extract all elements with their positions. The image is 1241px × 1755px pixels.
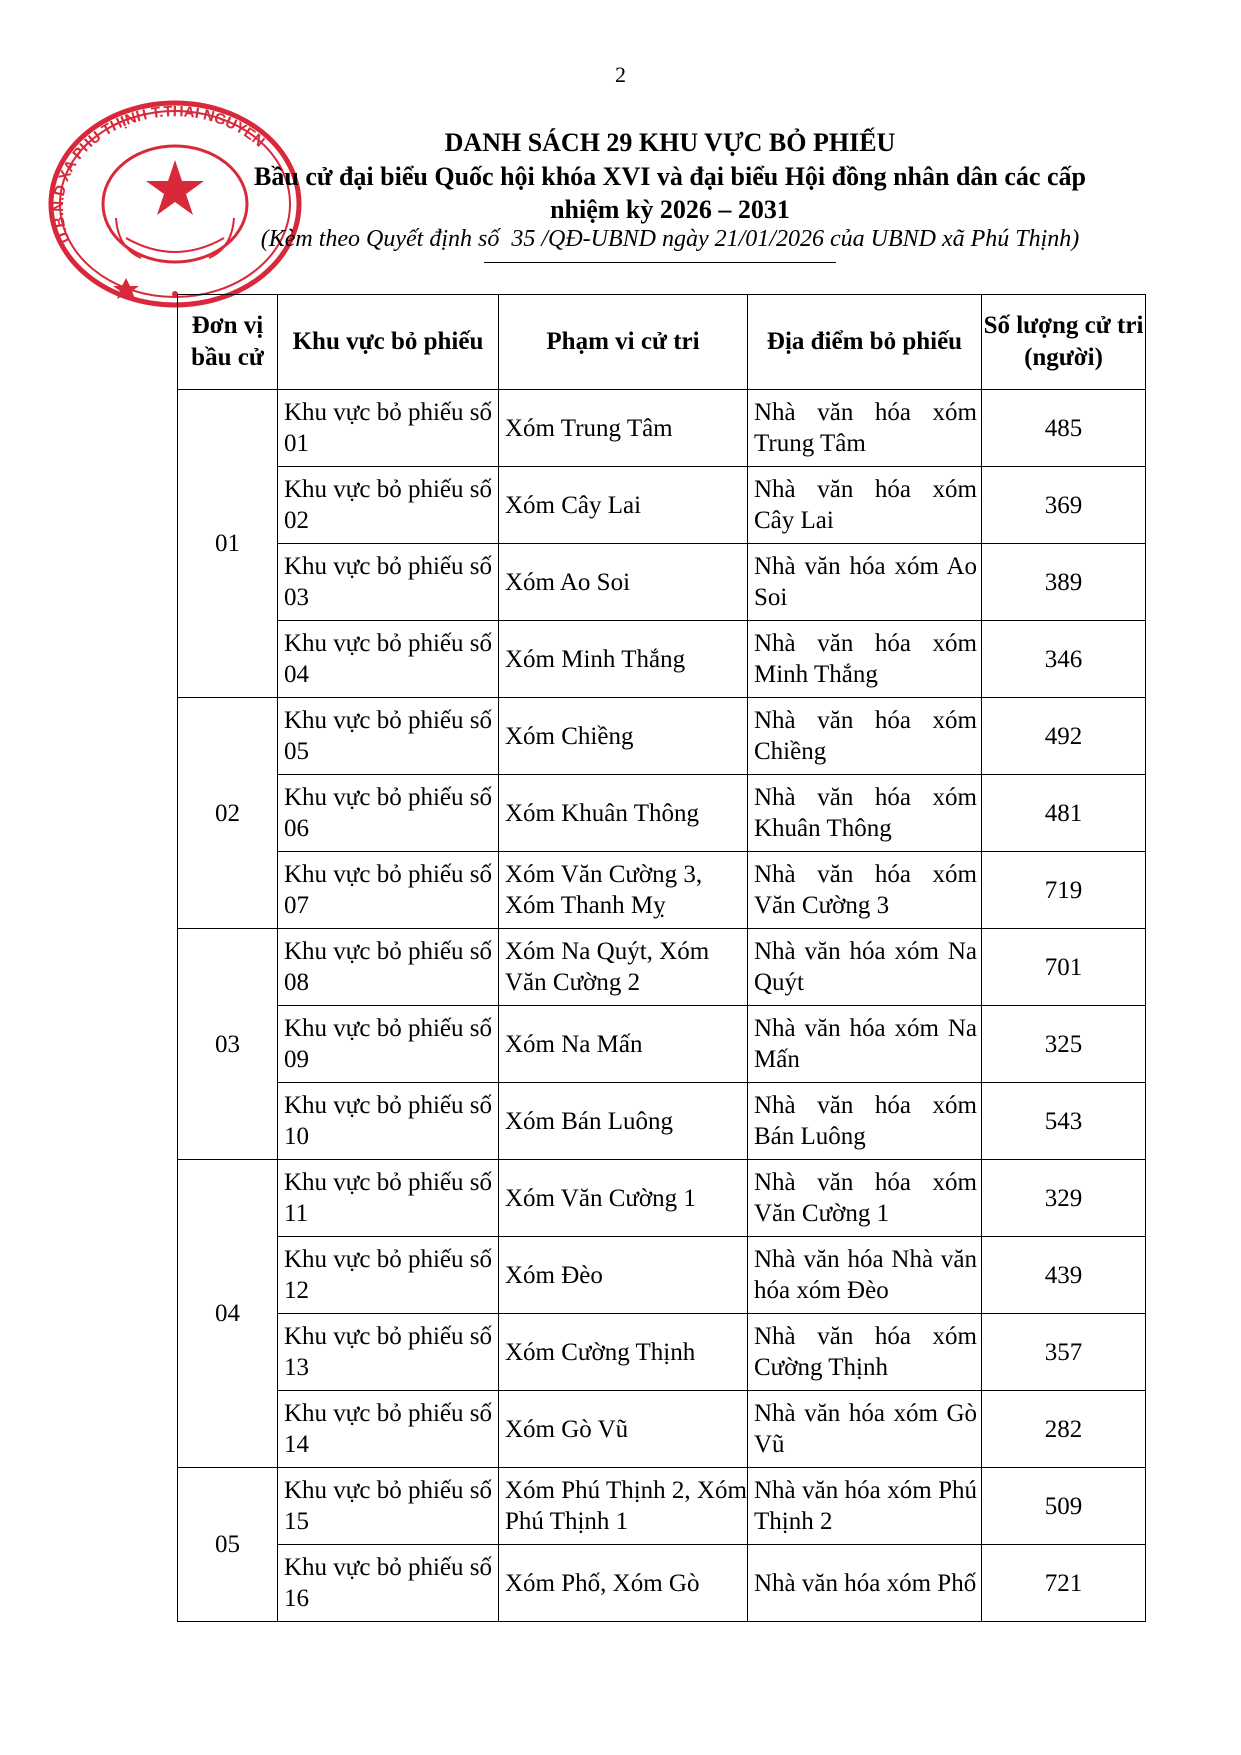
scope-cell: Xóm Trung Tâm — [499, 390, 748, 467]
scope-cell: Xóm Gò Vũ — [499, 1391, 748, 1468]
area-cell: Khu vực bỏ phiếu số 10 — [278, 1083, 499, 1160]
table-row — [178, 1545, 1146, 1622]
voters-cell: 439 — [982, 1237, 1146, 1314]
venue-cell: Nhà văn hóa xóm Minh Thắng — [748, 621, 982, 698]
voting-area-table — [177, 294, 1146, 1622]
attachment-suffix: /QĐ-UBND ngày 21/01/2026 của UBND xã Phú Thịnh) — [541, 226, 1080, 252]
decision-number: 35 — [511, 226, 536, 252]
venue-cell: Nhà văn hóa xóm Na Quýt — [748, 929, 982, 1006]
attachment-underline — [484, 262, 836, 263]
scope-cell: Xóm Đèo — [499, 1237, 748, 1314]
area-cell: Khu vực bỏ phiếu số 06 — [278, 775, 499, 852]
voters-cell: 481 — [982, 775, 1146, 852]
venue-cell: Nhà văn hóa xóm Phú Thịnh 2 — [748, 1468, 982, 1545]
venue-cell: Nhà văn hóa xóm Ao Soi — [748, 544, 982, 621]
table-row — [178, 1391, 1146, 1468]
table-row — [178, 467, 1146, 544]
venue-cell: Nhà văn hóa xóm Phố — [748, 1545, 982, 1622]
table-row — [178, 544, 1146, 621]
venue-cell: Nhà văn hóa xóm Văn Cường 1 — [748, 1160, 982, 1237]
table-row — [178, 698, 1146, 775]
voters-cell: 543 — [982, 1083, 1146, 1160]
scope-cell: Xóm Bán Luông — [499, 1083, 748, 1160]
area-cell: Khu vực bỏ phiếu số 11 — [278, 1160, 499, 1237]
area-cell: Khu vực bỏ phiếu số 13 — [278, 1314, 499, 1391]
venue-cell: Nhà văn hóa xóm Bán Luông — [748, 1083, 982, 1160]
table-row — [178, 929, 1146, 1006]
scope-cell: Xóm Cây Lai — [499, 467, 748, 544]
venue-cell: Nhà văn hóa xóm Chiềng — [748, 698, 982, 775]
venue-cell: Nhà văn hóa xóm Na Mấn — [748, 1006, 982, 1083]
document-title: DANH SÁCH 29 KHU VỰC BỎ PHIẾU — [444, 128, 896, 157]
scope-cell: Xóm Khuân Thông — [499, 775, 748, 852]
unit-cell: 04 — [178, 1160, 278, 1468]
scope-cell: Xóm Cường Thịnh — [499, 1314, 748, 1391]
table-row — [178, 621, 1146, 698]
venue-cell: Nhà văn hóa xóm Gò Vũ — [748, 1391, 982, 1468]
voters-cell: 721 — [982, 1545, 1146, 1622]
scope-cell: Xóm Phố, Xóm Gò — [499, 1545, 748, 1622]
area-cell: Khu vực bỏ phiếu số 02 — [278, 467, 499, 544]
venue-cell: Nhà văn hóa Nhà văn hóa xóm Đèo — [748, 1237, 982, 1314]
voters-cell: 325 — [982, 1006, 1146, 1083]
attachment-note — [150, 226, 1190, 253]
area-cell: Khu vực bỏ phiếu số 04 — [278, 621, 499, 698]
voters-cell: 346 — [982, 621, 1146, 698]
unit-cell: 03 — [178, 929, 278, 1160]
scope-cell: Xóm Chiềng — [499, 698, 748, 775]
table-row — [178, 1468, 1146, 1545]
table-row — [178, 1006, 1146, 1083]
table-row — [178, 1237, 1146, 1314]
seal-text: U.B.N.D XÃ PHÚ THỊNH T.THÁI NGUYÊN — [49, 103, 268, 246]
area-cell: Khu vực bỏ phiếu số 15 — [278, 1468, 499, 1545]
unit-cell: 05 — [178, 1468, 278, 1622]
table-row — [178, 1083, 1146, 1160]
unit-cell: 01 — [178, 390, 278, 698]
voters-cell: 509 — [982, 1468, 1146, 1545]
scope-cell: Xóm Văn Cường 3, Xóm Thanh Mỵ — [499, 852, 748, 929]
voters-cell: 701 — [982, 929, 1146, 1006]
column-header-venue: Địa điểm bỏ phiếu — [748, 295, 982, 390]
voters-cell: 492 — [982, 698, 1146, 775]
subtitle-line-1: Bầu cử đại biểu Quốc hội khóa XVI và đại biểu Hội đồng nhân dân các cấp — [254, 162, 1086, 191]
venue-cell: Nhà văn hóa xóm Văn Cường 3 — [748, 852, 982, 929]
scope-cell: Xóm Văn Cường 1 — [499, 1160, 748, 1237]
area-cell: Khu vực bỏ phiếu số 05 — [278, 698, 499, 775]
area-cell: Khu vực bỏ phiếu số 09 — [278, 1006, 499, 1083]
area-cell: Khu vực bỏ phiếu số 07 — [278, 852, 499, 929]
area-cell: Khu vực bỏ phiếu số 03 — [278, 544, 499, 621]
table-row — [178, 852, 1146, 929]
area-cell: Khu vực bỏ phiếu số 08 — [278, 929, 499, 1006]
subtitle-line-2: nhiệm kỳ 2026 – 2031 — [550, 195, 790, 224]
area-cell: Khu vực bỏ phiếu số 14 — [278, 1391, 499, 1468]
page-number: 2 — [615, 62, 626, 87]
voters-cell: 719 — [982, 852, 1146, 929]
area-cell: Khu vực bỏ phiếu số 01 — [278, 390, 499, 467]
table-row — [178, 390, 1146, 467]
venue-cell: Nhà văn hóa xóm Khuân Thông — [748, 775, 982, 852]
voters-cell: 485 — [982, 390, 1146, 467]
venue-cell: Nhà văn hóa xóm Cường Thịnh — [748, 1314, 982, 1391]
table-row — [178, 1160, 1146, 1237]
column-header-area: Khu vực bỏ phiếu — [278, 295, 499, 390]
scope-cell: Xóm Ao Soi — [499, 544, 748, 621]
scope-cell: Xóm Minh Thắng — [499, 621, 748, 698]
voters-cell: 369 — [982, 467, 1146, 544]
scope-cell: Xóm Na Quýt, Xóm Văn Cường 2 — [499, 929, 748, 1006]
scope-cell: Xóm Na Mấn — [499, 1006, 748, 1083]
table-row — [178, 1314, 1146, 1391]
voters-cell: 357 — [982, 1314, 1146, 1391]
attachment-prefix: (Kèm theo Quyết định số — [260, 226, 500, 252]
document-subtitle — [150, 160, 1190, 226]
column-header-scope: Phạm vi cử tri — [499, 295, 748, 390]
area-cell: Khu vực bỏ phiếu số 12 — [278, 1237, 499, 1314]
voters-cell: 389 — [982, 544, 1146, 621]
voters-cell: 329 — [982, 1160, 1146, 1237]
venue-cell: Nhà văn hóa xóm Trung Tâm — [748, 390, 982, 467]
area-cell: Khu vực bỏ phiếu số 16 — [278, 1545, 499, 1622]
voters-cell: 282 — [982, 1391, 1146, 1468]
column-header-unit: Đơn vị bầu cử — [178, 295, 278, 390]
unit-cell: 02 — [178, 698, 278, 929]
column-header-voters: Số lượng cử tri (người) — [982, 295, 1146, 390]
venue-cell: Nhà văn hóa xóm Cây Lai — [748, 467, 982, 544]
scope-cell: Xóm Phú Thịnh 2, Xóm Phú Thịnh 1 — [499, 1468, 748, 1545]
table-row — [178, 775, 1146, 852]
table-header-row — [178, 295, 1146, 390]
